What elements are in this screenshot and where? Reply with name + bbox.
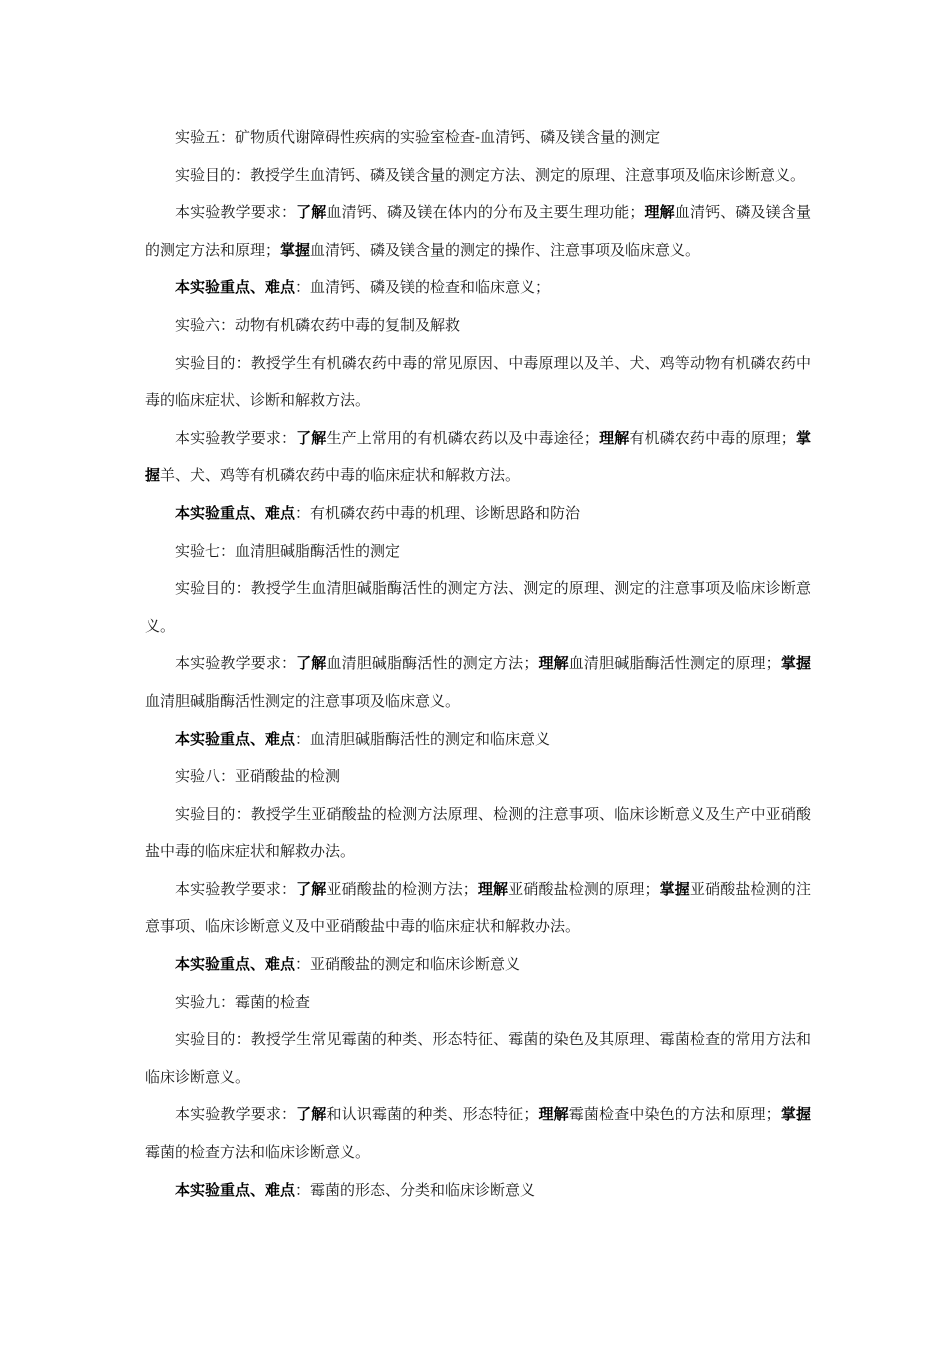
- key-points-colon: ：: [295, 278, 311, 297]
- understand-keyword: 理解: [598, 428, 630, 447]
- purpose-text: 教授学生血清钙、磷及镁含量的测定方法、测定的原理、注意事项及临床诊断意义。: [250, 165, 806, 184]
- understand-text: 有机磷农药中毒的原理: [629, 428, 781, 447]
- key-points-text: 血清胆碱脂酶活性的测定和临床意义: [310, 729, 551, 748]
- requirements-label: 本实验教学要求：: [175, 879, 297, 898]
- separator: ；: [780, 428, 796, 447]
- separator: ；: [462, 879, 478, 898]
- key-points-text: 亚硝酸盐的测定和临床诊断意义: [310, 955, 521, 974]
- understand-keyword: 理解: [538, 654, 569, 673]
- experiment-key-points: [145, 721, 811, 759]
- experiment-section: [145, 533, 811, 759]
- understand-text: 血清钙、磷及镁含量的测定方法和原理: [145, 203, 811, 259]
- requirements-label: 本实验教学要求：: [175, 203, 297, 222]
- experiment-title: 实验九：霉菌的检查: [175, 992, 311, 1011]
- master-keyword: 掌握: [659, 879, 690, 898]
- requirements-label: 本实验教学要求：: [175, 654, 297, 673]
- purpose-label: 实验目的：: [175, 804, 251, 823]
- know-text: 血清钙、磷及镁在体内的分布及主要生理功能: [326, 203, 630, 222]
- know-text: 和认识霉菌的种类、形态特征: [326, 1105, 524, 1124]
- purpose-text: 教授学生有机磷农药中毒的常见原因、中毒原理以及羊、犬、鸡等动物有机磷农药中毒的临床症状、诊断和解救方法。: [145, 353, 811, 410]
- know-keyword: 了解: [296, 1105, 327, 1124]
- experiment-title: 实验八：亚硝酸盐的检测: [175, 767, 341, 786]
- master-text: 血清胆碱脂酶活性测定的注意事项及临床意义。: [145, 691, 461, 710]
- separator: ；: [629, 203, 645, 222]
- purpose-label: 实验目的：: [175, 1030, 251, 1049]
- key-points-text: 霉菌的形态、分类和临床诊断意义: [310, 1180, 536, 1199]
- separator: ；: [523, 654, 539, 673]
- purpose-text: 教授学生血清胆碱脂酶活性的测定方法、测定的原理、测定的注意事项及临床诊断意义。: [145, 579, 811, 635]
- purpose-text: 教授学生常见霉菌的种类、形态特征、霉菌的染色及其原理、霉菌检查的常用方法和临床诊断意义。: [145, 1030, 811, 1086]
- purpose-label: 实验目的：: [175, 579, 251, 598]
- key-points-colon: ：: [295, 1180, 311, 1199]
- experiment-requirements: [145, 645, 811, 720]
- purpose-text: 教授学生亚硝酸盐的检测方法原理、检测的注意事项、临床诊断意义及生产中亚硝酸盐中毒的临床症状和解救办法。: [145, 804, 811, 861]
- experiment-key-points: [145, 1172, 811, 1210]
- master-text: 亚硝酸盐检测的注意事项、临床诊断意义及中亚硝酸盐中毒的临床症状和解救办法。: [145, 879, 811, 936]
- know-text: 亚硝酸盐的检测方法: [326, 879, 463, 898]
- master-keyword: 掌握: [780, 654, 811, 673]
- requirements-label: 本实验教学要求：: [175, 1105, 297, 1124]
- understand-keyword: 理解: [644, 203, 675, 222]
- experiment-section: [145, 307, 811, 533]
- master-keyword: 掌握: [780, 1105, 811, 1124]
- separator: ；: [523, 1105, 539, 1124]
- master-text: 羊、犬、鸡等有机磷农药中毒的临床症状和解救方法。: [160, 466, 521, 485]
- experiment-section: [145, 984, 811, 1210]
- experiment-purpose: [145, 570, 811, 645]
- know-keyword: 了解: [296, 203, 327, 222]
- key-points-text: 有机磷农药中毒的机理、诊断思路和防治: [310, 503, 581, 522]
- know-text: 血清胆碱脂酶活性的测定方法: [326, 654, 524, 673]
- master-text: 血清钙、磷及镁含量的测定的操作、注意事项及临床意义。: [310, 240, 701, 259]
- understand-text: 霉菌检查中染色的方法和原理: [568, 1105, 766, 1124]
- separator: ；: [765, 654, 781, 673]
- key-points-label: 本实验重点、难点: [175, 278, 296, 297]
- experiment-key-points: [145, 495, 811, 533]
- key-points-label: 本实验重点、难点: [175, 729, 296, 748]
- know-text: 生产上常用的有机磷农药以及中毒途径: [326, 428, 584, 447]
- key-points-label: 本实验重点、难点: [175, 1180, 296, 1199]
- understand-text: 血清胆碱脂酶活性测定的原理: [568, 654, 766, 673]
- purpose-label: 实验目的：: [175, 165, 251, 184]
- separator: ；: [765, 1105, 781, 1124]
- experiment-purpose: [145, 1021, 811, 1096]
- key-points-colon: ：: [295, 729, 311, 748]
- know-keyword: 了解: [296, 654, 327, 673]
- experiment-section: [145, 119, 811, 307]
- key-points-label: 本实验重点、难点: [175, 503, 296, 522]
- know-keyword: 了解: [296, 428, 327, 447]
- experiment-requirements: [145, 1096, 811, 1171]
- separator: ；: [583, 428, 599, 447]
- experiment-requirements: [145, 871, 811, 946]
- master-keyword: 掌握: [280, 240, 311, 259]
- experiment-title: 实验七：血清胆碱脂酶活性的测定: [175, 541, 401, 560]
- experiment-key-points: [145, 269, 811, 307]
- experiment-title: 实验五：矿物质代谢障碍性疾病的实验室检查-血清钙、磷及镁含量的测定: [175, 128, 661, 146]
- document-body: [145, 119, 811, 1209]
- requirements-label: 本实验教学要求：: [175, 428, 297, 447]
- understand-keyword: 理解: [538, 1105, 569, 1124]
- experiment-section: [145, 758, 811, 984]
- experiment-key-points: [145, 946, 811, 984]
- experiment-purpose: [145, 345, 811, 420]
- key-points-colon: ：: [295, 503, 311, 522]
- purpose-label: 实验目的：: [175, 353, 251, 372]
- understand-text: 亚硝酸盐检测的原理: [508, 879, 645, 898]
- key-points-colon: ：: [295, 955, 311, 974]
- experiment-purpose: [145, 157, 811, 195]
- key-points-label: 本实验重点、难点: [175, 955, 296, 974]
- experiment-requirements: [145, 420, 811, 495]
- master-text: 霉菌的检查方法和临床诊断意义。: [145, 1143, 371, 1162]
- experiment-title: 实验六：动物有机磷农药中毒的复制及解救: [175, 315, 461, 334]
- understand-keyword: 理解: [477, 879, 509, 898]
- separator: ；: [265, 240, 281, 259]
- experiment-purpose: [145, 796, 811, 871]
- know-keyword: 了解: [296, 879, 327, 898]
- key-points-text: 血清钙、磷及镁的检查和临床意义；: [310, 278, 551, 297]
- separator: ；: [644, 879, 660, 898]
- experiment-requirements: [145, 194, 811, 269]
- master-keyword: 掌握: [145, 428, 811, 485]
